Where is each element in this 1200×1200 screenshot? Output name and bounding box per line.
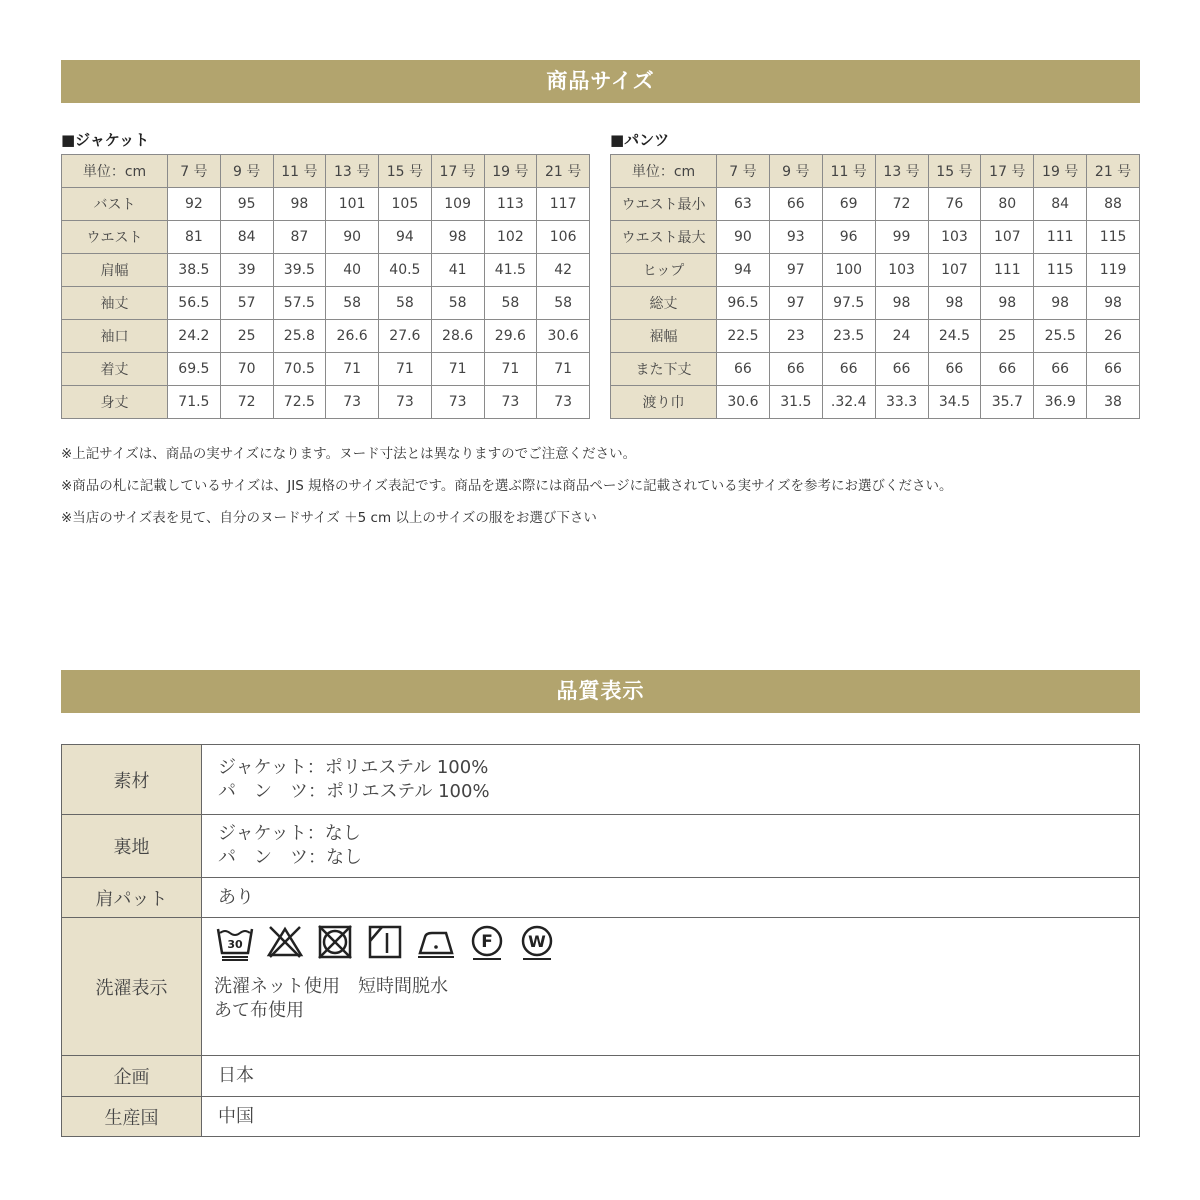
no-tumble-dry-icon (316, 923, 354, 961)
measurement-value: 31.5 (769, 386, 822, 419)
size-header-cell: 7 号 (168, 155, 221, 188)
row-label: 生産国 (62, 1097, 202, 1137)
measurement-value: 38.5 (168, 254, 221, 287)
table-row (62, 287, 590, 320)
measurement-value: 71 (431, 353, 484, 386)
measurement-value: 39.5 (273, 254, 326, 287)
size-header-cell: 19 号 (1034, 155, 1087, 188)
size-header-cell: 7 号 (717, 155, 770, 188)
measurement-value: 97 (769, 254, 822, 287)
measurement-value: 119 (1087, 254, 1140, 287)
header-row (611, 155, 1140, 188)
pants-size-table (610, 154, 1140, 419)
measurement-value: 109 (431, 188, 484, 221)
measurement-value: 23 (769, 320, 822, 353)
measurement-value: 24.2 (168, 320, 221, 353)
measurement-value: 88 (1087, 188, 1140, 221)
pants-table-title: ■パンツ (610, 131, 670, 149)
size-header-cell: 21 号 (1087, 155, 1140, 188)
measurement-value: 66 (1087, 353, 1140, 386)
measurement-value: 72 (875, 188, 928, 221)
measurement-label: ウエスト最大 (611, 221, 717, 254)
table-row (62, 188, 590, 221)
measurement-label: 裾幅 (611, 320, 717, 353)
size-header-cell: 15 号 (379, 155, 432, 188)
measurement-label: ウエスト最小 (611, 188, 717, 221)
measurement-value: 84 (1034, 188, 1087, 221)
row-value (202, 918, 1140, 1056)
table-row (62, 353, 590, 386)
measurement-value: 100 (822, 254, 875, 287)
measurement-value: 98 (431, 221, 484, 254)
quality-row-lining (62, 815, 1140, 878)
measurement-value: 27.6 (379, 320, 432, 353)
measurement-value: 95 (220, 188, 273, 221)
measurement-value: 71.5 (168, 386, 221, 419)
measurement-value: 29.6 (484, 320, 537, 353)
measurement-value: 73 (537, 386, 590, 419)
measurement-label: 肩幅 (62, 254, 168, 287)
measurement-value: 23.5 (822, 320, 875, 353)
measurement-value: 25 (981, 320, 1034, 353)
table-row (611, 353, 1140, 386)
measurement-value: .32.4 (822, 386, 875, 419)
table-row (611, 221, 1140, 254)
measurement-value: 103 (875, 254, 928, 287)
measurement-value: 73 (326, 386, 379, 419)
size-header-cell: 9 号 (220, 155, 273, 188)
header-row (62, 155, 590, 188)
measurement-value: 92 (168, 188, 221, 221)
size-header-cell: 9 号 (769, 155, 822, 188)
measurement-value: 107 (928, 254, 981, 287)
measurement-value: 73 (484, 386, 537, 419)
measurement-value: 71 (537, 353, 590, 386)
measurement-value: 98 (981, 287, 1034, 320)
measurement-label: 袖口 (62, 320, 168, 353)
table-row (611, 287, 1140, 320)
measurement-value: 99 (875, 221, 928, 254)
row-value: あり (202, 878, 1140, 918)
measurement-value: 98 (928, 287, 981, 320)
measurement-label: ウエスト (62, 221, 168, 254)
measurement-value: 66 (981, 353, 1034, 386)
measurement-value: 69 (822, 188, 875, 221)
measurement-value: 69.5 (168, 353, 221, 386)
measurement-value: 98 (875, 287, 928, 320)
measurement-label: 総丈 (611, 287, 717, 320)
size-section-title: 商品サイズ (61, 60, 1140, 103)
measurement-label: また下丈 (611, 353, 717, 386)
dry-clean-text: F (481, 932, 493, 952)
measurement-value: 80 (981, 188, 1034, 221)
value-line: パ ン ツ：なし (218, 847, 362, 868)
measurement-value: 25.5 (1034, 320, 1087, 353)
row-value: 日本 (202, 1056, 1140, 1097)
row-label: 肩パット (62, 878, 202, 918)
measurement-label: 着丈 (62, 353, 168, 386)
measurement-value: 40 (326, 254, 379, 287)
row-label: 洗濯表示 (62, 918, 202, 1056)
measurement-value: 73 (379, 386, 432, 419)
size-header-cell: 11 号 (273, 155, 326, 188)
measurement-value: 90 (717, 221, 770, 254)
measurement-value: 24 (875, 320, 928, 353)
measurement-value: 97 (769, 287, 822, 320)
measurement-value: 113 (484, 188, 537, 221)
measurement-value: 40.5 (379, 254, 432, 287)
measurement-value: 71 (379, 353, 432, 386)
measurement-value: 71 (484, 353, 537, 386)
line-dry-shade-icon (366, 923, 404, 961)
table-row (611, 320, 1140, 353)
measurement-value: 28.6 (431, 320, 484, 353)
measurement-value: 66 (875, 353, 928, 386)
measurement-value: 103 (928, 221, 981, 254)
size-header-cell: 19 号 (484, 155, 537, 188)
measurement-value: 96.5 (717, 287, 770, 320)
measurement-value: 102 (484, 221, 537, 254)
measurement-value: 58 (431, 287, 484, 320)
measurement-value: 71 (326, 353, 379, 386)
quality-row-country (62, 1097, 1140, 1137)
measurement-value: 96 (822, 221, 875, 254)
measurement-value: 41 (431, 254, 484, 287)
measurement-value: 106 (537, 221, 590, 254)
quality-row-shoulder-pad (62, 878, 1140, 918)
measurement-value: 70 (220, 353, 273, 386)
measurement-value: 30.6 (717, 386, 770, 419)
row-value (202, 815, 1140, 878)
care-instructions (214, 975, 1138, 1023)
measurement-value: 38 (1087, 386, 1140, 419)
table-row (62, 221, 590, 254)
measurement-value: 42 (537, 254, 590, 287)
value-line: あて布使用 (214, 1000, 304, 1021)
table-row (62, 254, 590, 287)
quality-table (61, 744, 1140, 1137)
unit-header-cell: 単位：cm (611, 155, 717, 188)
measurement-value: 56.5 (168, 287, 221, 320)
measurement-value: 34.5 (928, 386, 981, 419)
size-note: ※当店のサイズ表を見て、自分のヌードサイズ ＋5 cm 以上のサイズの服をお選び下さい (61, 510, 597, 526)
measurement-value: 58 (379, 287, 432, 320)
measurement-value: 84 (220, 221, 273, 254)
size-header-cell: 21 号 (537, 155, 590, 188)
measurement-value: 41.5 (484, 254, 537, 287)
measurement-value: 66 (769, 353, 822, 386)
row-label: 裏地 (62, 815, 202, 878)
measurement-value: 98 (1087, 287, 1140, 320)
measurement-value: 39 (220, 254, 273, 287)
measurement-label: 渡り巾 (611, 386, 717, 419)
measurement-value: 57 (220, 287, 273, 320)
measurement-value: 111 (1034, 221, 1087, 254)
measurement-value: 72 (220, 386, 273, 419)
size-note: ※商品の札に記載しているサイズは、JIS 規格のサイズ表記です。商品を選ぶ際には商品ページに記載されている実サイズを参考にお選びください。 (61, 478, 953, 494)
wash-temp-text: 30 (227, 938, 243, 951)
unit-header-cell: 単位：cm (62, 155, 168, 188)
measurement-value: 97.5 (822, 287, 875, 320)
measurement-value: 107 (981, 221, 1034, 254)
measurement-value: 115 (1087, 221, 1140, 254)
value-line: ジャケット：なし (218, 823, 361, 844)
quality-section-title: 品質表示 (61, 670, 1140, 713)
measurement-value: 76 (928, 188, 981, 221)
measurement-value: 81 (168, 221, 221, 254)
measurement-value: 66 (822, 353, 875, 386)
size-header-cell: 17 号 (981, 155, 1034, 188)
measurement-value: 22.5 (717, 320, 770, 353)
size-header-cell: 13 号 (875, 155, 928, 188)
table-row (611, 188, 1140, 221)
wash-30-net-icon (216, 923, 254, 961)
measurement-value: 98 (273, 188, 326, 221)
measurement-value: 117 (537, 188, 590, 221)
measurement-label: バスト (62, 188, 168, 221)
jacket-size-table (61, 154, 590, 419)
measurement-value: 24.5 (928, 320, 981, 353)
measurement-value: 90 (326, 221, 379, 254)
row-value (202, 745, 1140, 815)
measurement-value: 101 (326, 188, 379, 221)
measurement-value: 70.5 (273, 353, 326, 386)
quality-row-planning (62, 1056, 1140, 1097)
measurement-value: 26 (1087, 320, 1140, 353)
jacket-table-title: ■ジャケット (61, 131, 150, 149)
iron-low-icon (416, 923, 456, 961)
size-header-cell: 15 号 (928, 155, 981, 188)
measurement-value: 93 (769, 221, 822, 254)
measurement-value: 94 (717, 254, 770, 287)
size-header-cell: 13 号 (326, 155, 379, 188)
quality-row-care (62, 918, 1140, 1056)
measurement-value: 66 (1034, 353, 1087, 386)
value-line: パ ン ツ：ポリエステル 100% (218, 780, 490, 802)
measurement-value: 26.6 (326, 320, 379, 353)
table-row (611, 386, 1140, 419)
measurement-value: 58 (484, 287, 537, 320)
wet-clean-text: W (528, 932, 546, 951)
size-notes (61, 444, 953, 540)
table-row (62, 320, 590, 353)
measurement-label: ヒップ (611, 254, 717, 287)
no-bleach-icon (266, 923, 304, 961)
measurement-value: 87 (273, 221, 326, 254)
measurement-value: 94 (379, 221, 432, 254)
measurement-value: 72.5 (273, 386, 326, 419)
measurement-value: 35.7 (981, 386, 1034, 419)
value-line: 洗濯ネット使用 短時間脱水 (214, 976, 448, 997)
measurement-label: 身丈 (62, 386, 168, 419)
measurement-value: 105 (379, 188, 432, 221)
measurement-value: 66 (928, 353, 981, 386)
measurement-value: 63 (717, 188, 770, 221)
measurement-value: 111 (981, 254, 1034, 287)
row-label: 企画 (62, 1056, 202, 1097)
size-note: ※上記サイズは、商品の実サイズになります。ヌード寸法とは異なりますのでご注意ください。 (61, 446, 637, 462)
measurement-value: 25 (220, 320, 273, 353)
size-header-cell: 11 号 (822, 155, 875, 188)
measurement-value: 66 (717, 353, 770, 386)
quality-row-material (62, 745, 1140, 815)
row-value: 中国 (202, 1097, 1140, 1137)
measurement-label: 袖丈 (62, 287, 168, 320)
measurement-value: 66 (769, 188, 822, 221)
measurement-value: 98 (1034, 287, 1087, 320)
measurement-value: 73 (431, 386, 484, 419)
wet-clean-w-icon (518, 923, 556, 961)
measurement-value: 36.9 (1034, 386, 1087, 419)
dry-clean-f-icon (468, 923, 506, 961)
measurement-value: 25.8 (273, 320, 326, 353)
measurement-value: 33.3 (875, 386, 928, 419)
care-icons (216, 923, 1138, 961)
value-line: ジャケット：ポリエステル 100% (218, 756, 489, 778)
measurement-value: 58 (326, 287, 379, 320)
row-label: 素材 (62, 745, 202, 815)
measurement-value: 115 (1034, 254, 1087, 287)
measurement-value: 58 (537, 287, 590, 320)
size-header-cell: 17 号 (431, 155, 484, 188)
measurement-value: 57.5 (273, 287, 326, 320)
measurement-value: 30.6 (537, 320, 590, 353)
table-row (62, 386, 590, 419)
table-row (611, 254, 1140, 287)
